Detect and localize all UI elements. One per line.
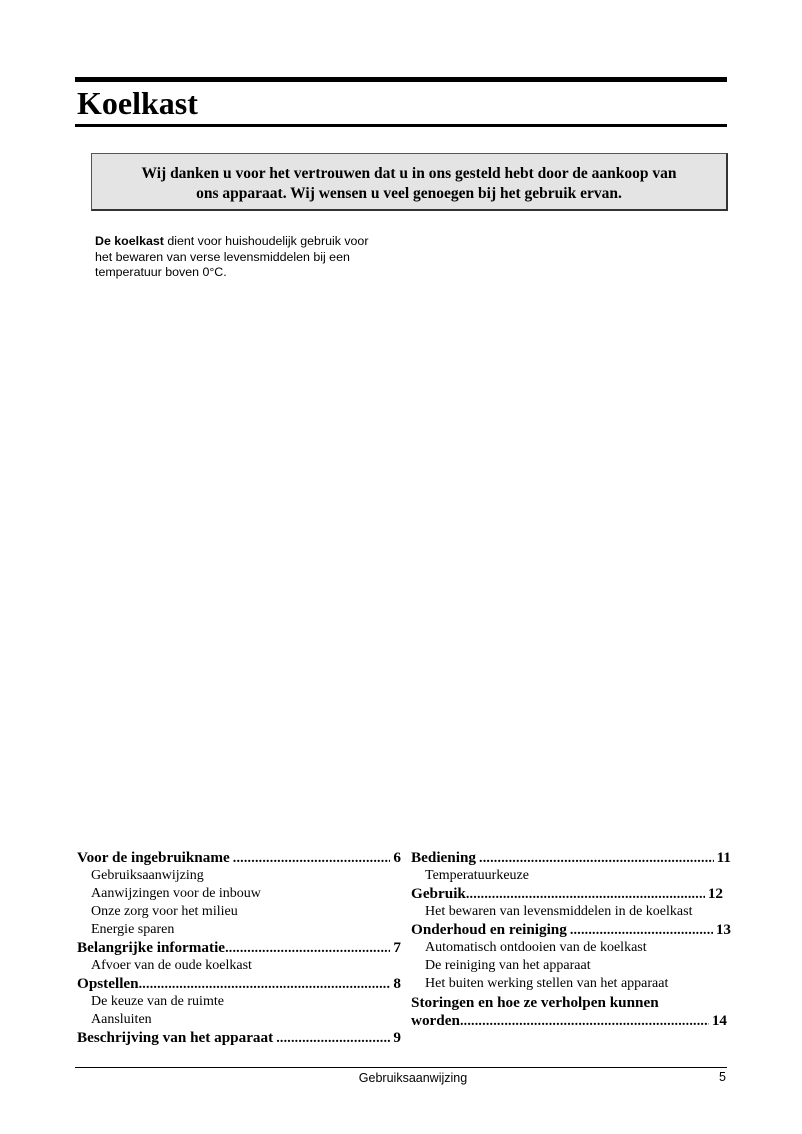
toc-subentry[interactable]: Automatisch ontdooien van de koelkast [425,940,647,955]
toc-subentry[interactable]: Aansluiten [91,1012,152,1027]
intro-bold-term: De koelkast [95,234,164,248]
toc-entry-label: Belangrijke informatie [77,939,226,956]
toc-subentry[interactable]: De keuze van de ruimte [91,994,224,1009]
toc-subentry[interactable]: Gebruiksaanwijzing [91,868,204,883]
toc-entry-label: Gebruik [411,885,466,902]
toc-subentry[interactable]: Het buiten werking stellen van het apparaat [425,976,669,991]
toc-leader-dots [460,1013,709,1031]
intro-paragraph [95,234,405,281]
intro-line-2: het bewaren van verse levensmiddelen bij een [95,249,350,264]
intro-line-3: temperatuur boven 0°C. [95,265,227,280]
footer-rule [75,1067,727,1068]
toc-subentry[interactable]: Afvoer van de oude koelkast [91,958,252,973]
toc-entry-page: 12 [707,885,723,902]
footer-page-number: 5 [719,1070,726,1084]
toc-entry-page: 9 [393,1029,401,1046]
toc-subentry[interactable]: De reiniging van het apparaat [425,958,591,973]
toc-entry-page: 8 [393,975,401,992]
toc-entry[interactable] [77,975,401,993]
page-title: Koelkast [77,85,198,121]
toc-entry[interactable] [77,1029,401,1047]
toc-entry-page: 6 [393,849,401,866]
toc-entry-page: 13 [715,921,731,938]
toc-subentry[interactable]: Onze zorg voor het milieu [91,904,238,919]
toc-subentry[interactable]: Aanwijzingen voor de inbouw [91,886,261,901]
toc-subentry[interactable]: Temperatuurkeuze [425,868,529,883]
toc-leader-dots [276,1030,390,1048]
toc-leader-dots [479,850,714,868]
header-rule [75,124,727,127]
toc-leader-dots [233,850,391,868]
toc-leader-dots [466,886,705,904]
toc-entry[interactable] [411,921,731,939]
toc-entry[interactable] [411,849,731,867]
thank-you-box [91,153,728,211]
footer-title: Gebruiksaanwijzing [358,1071,468,1085]
header-rule-thick [75,77,727,82]
toc-entry-page: 11 [716,849,731,866]
thank-you-line-1: Wij danken u voor het vertrouwen dat u in ons gesteld hebt door de aankoop van [141,165,677,182]
toc-entry-label-cont: worden [411,1012,460,1029]
toc-entry-label: Beschrijving van het apparaat [77,1029,274,1046]
toc-entry-label: Onderhoud en reiniging [411,921,567,938]
toc-entry-label: Bediening [411,849,476,866]
toc-subentry[interactable]: Het bewaren van levensmiddelen in de koelkast [425,904,693,919]
toc-entry-page: 14 [711,1012,727,1029]
toc-subentry[interactable]: Energie sparen [91,922,175,937]
toc-left-column [77,849,401,1047]
toc-entry-label: Opstellen [77,975,139,992]
toc-entry-page: 7 [393,939,401,956]
intro-line-1: dient voor huishoudelijk gebruik voor [167,234,369,248]
toc-entry-label: Voor de ingebruikname [77,849,230,866]
toc-right-column [411,849,731,1030]
toc-entry-label[interactable]: Storingen en hoe ze verholpen kunnen [411,994,659,1011]
toc-leader-dots [225,940,390,958]
toc-entry[interactable] [411,885,731,903]
toc-entry[interactable] [77,939,401,957]
toc-leader-dots [139,976,391,994]
toc-leader-dots [570,922,713,940]
toc-entry[interactable] [411,1012,731,1030]
toc-entry[interactable] [77,849,401,867]
thank-you-line-2: ons apparaat. Wij wensen u veel genoegen bij het gebruik ervan. [196,185,622,202]
